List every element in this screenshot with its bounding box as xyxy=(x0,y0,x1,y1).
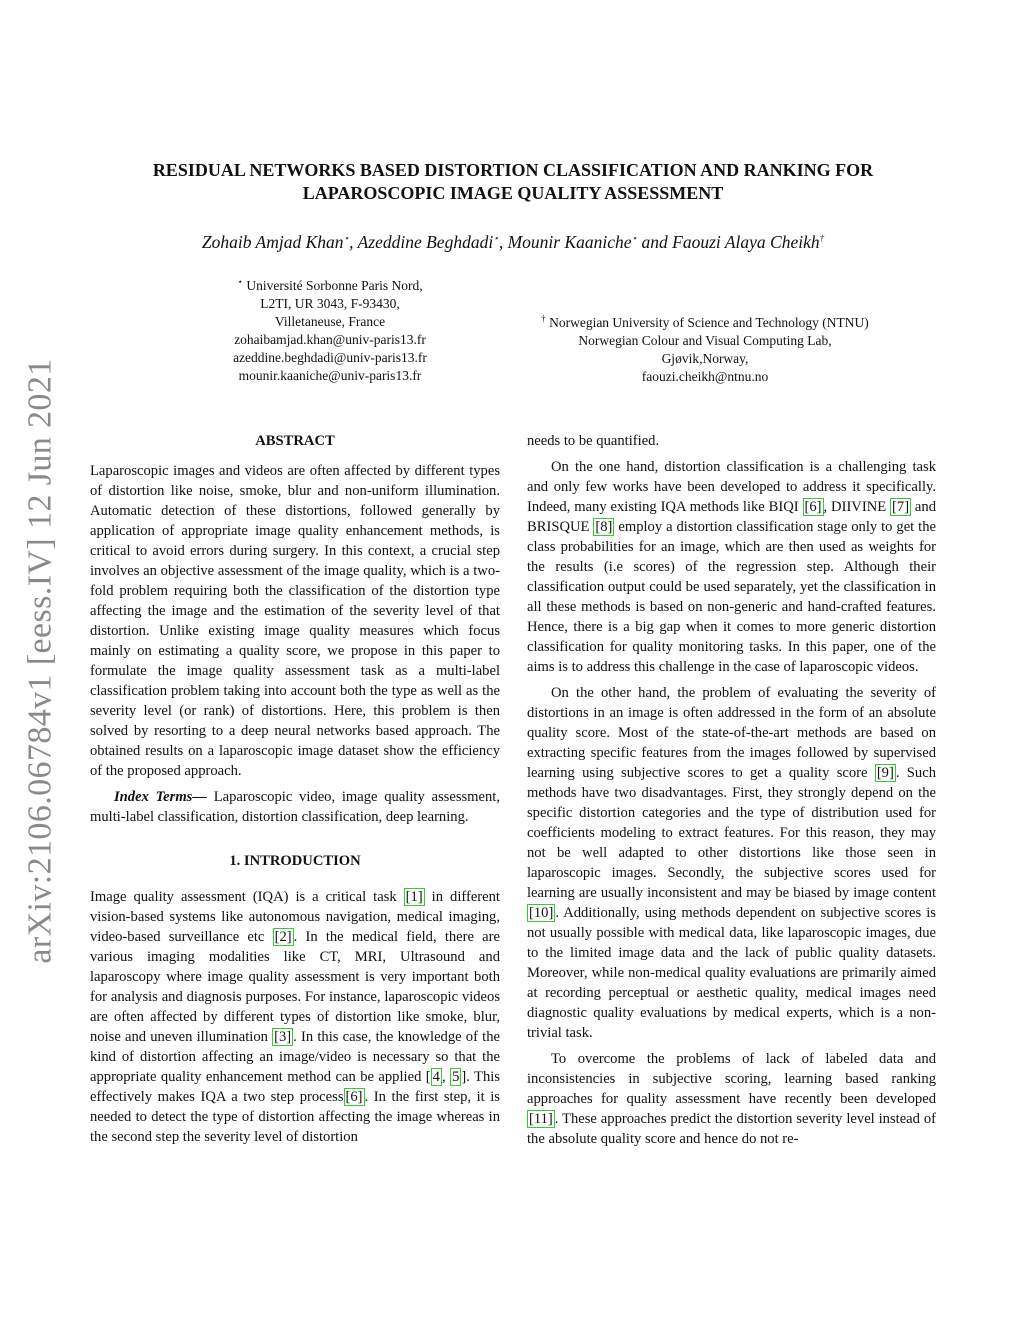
email-link[interactable]: zohaibamjad.khan@univ-paris13.fr xyxy=(234,332,426,347)
author-2: , Azeddine Beghdadi xyxy=(349,232,494,252)
affiliation-left xyxy=(180,277,480,385)
abstract-heading: ABSTRACT xyxy=(255,433,335,449)
intro-paragraph: Image quality assessment (IQA) is a critical task [1] in different vision-based systems like autonomous navigation, medical imaging, video-based surveillance etc [2] . In the medical field, there are various imaging modalities like CT, MRI, Ultrasound and laparoscopy where image quality assessment is very important both for analysis and diagnosis purposes. For instance, laparoscopic videos are often affected by different types of distortion like smoke, blur, noise and uneven illumination [3] . In this case, the knowledge of the kind of distortion affecting an image/video is necessary so that the appropriate quality enhancement method can be applied [ 4 , 5 ]. This effectively makes IQA a two step process [6] . In the first step, it is needed to detect the type of distortion affecting the image whereas in the second step the severity level of distortion xyxy=(90,889,500,1145)
author-list xyxy=(90,232,936,253)
citation-link[interactable]: 4 xyxy=(432,1069,440,1085)
abstract-text: Laparoscopic images and videos are often affected by different types of distortion like noise, smoke, blur and non-uniform illumination. Automatic detection of these distortions, followed generally by application of appropriate image quality enhancement methods, is critical to avoid errors during surgery. In this context, a crucial step involves an objective assessment of the image quality, which is a two-fold problem requiring both the classification of the distortion type affecting the image and the estimation of the severity level of that distortion. Unlike existing image quality measures which focus mainly on estimating a quality score, we propose in this paper to formulate the image quality assessment task as a multi-label classification problem taking into account both the type as well as the severity level (or rank) of distortions. Here, this problem is then solved by resorting to a deep neural networks based approach. The obtained results on a laparoscopic image dataset show the efficiency of the proposed approach. xyxy=(90,463,500,779)
author-2-mark: ⋆ xyxy=(493,233,499,244)
paragraph-severity: On the other hand, the problem of evaluating the severity of distortions in an image is often addressed in the form of an absolute quality score. Most of the state-of-the-art methods are based on extracting specific features from the images followed by supervised learning using subjective scores to get a quality score [9] . Such methods have two disadvantages. First, they strongly depend on the specific distortion categories and the type of distribution used for coefficients modeling to extract features. For this reason, they may not be well adapted to other distortions like those seen in laparoscopic images. Secondly, the subjective scores used for learning are usually inconsistent and may be biased by image content [10] . Additionally, using methods dependent on subjective scores is not usually possible with medical data, like laparoscopic images, due to the limited image data and the lack of public quality datasets. Moreover, while non-medical quality evaluations are primarily aimed at recording perceptual or aesthetic quality, medical images need diagnostic quality evaluations by medical experts, which is a non-trivial task. xyxy=(527,685,936,1041)
left-column xyxy=(90,431,500,1147)
citation-link[interactable]: [1] xyxy=(405,889,423,905)
arxiv-sidebar-stamp xyxy=(12,358,70,964)
citation-link[interactable]: [10] xyxy=(529,905,554,921)
author-4: and Faouzi Alaya Cheikh xyxy=(637,232,820,252)
citation-link[interactable]: [6] xyxy=(804,499,822,515)
author-1-mark: ⋆ xyxy=(343,233,350,244)
citation-link[interactable]: [2] xyxy=(274,929,292,945)
arxiv-id: arXiv:2106.06784v1 [eess.IV] 12 Jun 2021 xyxy=(22,358,60,964)
author-3: , Mounir Kaaniche xyxy=(498,232,632,252)
affiliation-right-line: Gjøvik,Norway, xyxy=(661,351,749,366)
author-4-mark: † xyxy=(819,233,825,244)
citation-link[interactable]: 5 xyxy=(452,1069,460,1085)
index-terms-text: Laparoscopic video, image quality assessment, multi-label classification, distortion classification, deep learning. xyxy=(90,789,501,825)
paragraph-distortion-classification: On the one hand, distortion classification is a challenging task and only few works have been developed to address it specifically. Indeed, many existing IQA methods like BIQI [6] , DIIVINE [7] and BRISQUE [8] employ a distortion classification stage only to get the class probabilities for an image, which are then used as weights for the results (i.e scores) of the regression step. Although their classification output could be used separately, yet the classification in all these methods is based on non-generic and hand-crafted features. Hence, there is a big gap when it comes to more generic distortion classification for quality monitoring tasks. In this paper, one of the aims is to address this challenge in the case of laparoscopic videos. xyxy=(527,459,937,675)
right-column xyxy=(527,431,936,1149)
paper-title: RESIDUAL NETWORKS BASED DISTORTION CLASSIFICATION AND RANKING FOR LAPAROSCOPIC IMAGE QUALITY ASSESSMENT xyxy=(152,160,874,203)
citation-link[interactable]: [8] xyxy=(595,519,613,535)
affiliation-right xyxy=(505,314,905,386)
paragraph-continuation: needs to be quantified. xyxy=(527,433,660,449)
section-heading-introduction: 1. INTRODUCTION xyxy=(229,853,361,869)
email-link[interactable]: azeddine.beghdadi@univ-paris13.fr xyxy=(233,350,427,365)
paragraph-ranking: To overcome the problems of lack of labeled data and inconsistencies in subjective scoring, learning based ranking approaches for quality assessment have recently been developed [11] . These approaches predict the distortion severity level instead of the absolute quality score and hence do not re- xyxy=(527,1051,936,1147)
citation-link[interactable]: [7] xyxy=(892,499,910,515)
affiliation-left-mark: ⋆ xyxy=(237,276,244,287)
citation-link[interactable]: [9] xyxy=(876,765,894,781)
affiliation-left-line: ⋆ Université Sorbonne Paris Nord, xyxy=(237,276,423,293)
citation-link[interactable]: [11] xyxy=(529,1111,553,1127)
index-terms xyxy=(90,787,500,827)
affiliation-right-line: † Norwegian University of Science and Technology (NTNU) xyxy=(541,313,869,330)
citation-link[interactable]: [3] xyxy=(274,1029,292,1045)
author-1: Zohaib Amjad Khan xyxy=(201,232,344,252)
affiliation-left-line: Villetaneuse, France xyxy=(274,314,386,329)
author-3-mark: ⋆ xyxy=(631,233,638,244)
citation-link[interactable]: [6] xyxy=(345,1089,363,1105)
email-link[interactable]: faouzi.cheikh@ntnu.no xyxy=(641,369,769,384)
affiliation-right-mark: † xyxy=(541,313,546,324)
affiliation-right-line: Norwegian Colour and Visual Computing Lab, xyxy=(578,333,832,348)
email-link[interactable]: mounir.kaaniche@univ-paris13.fr xyxy=(238,368,422,383)
affiliation-left-line: L2TI, UR 3043, F-93430, xyxy=(260,296,400,311)
index-terms-label: Index Terms— xyxy=(114,789,207,805)
